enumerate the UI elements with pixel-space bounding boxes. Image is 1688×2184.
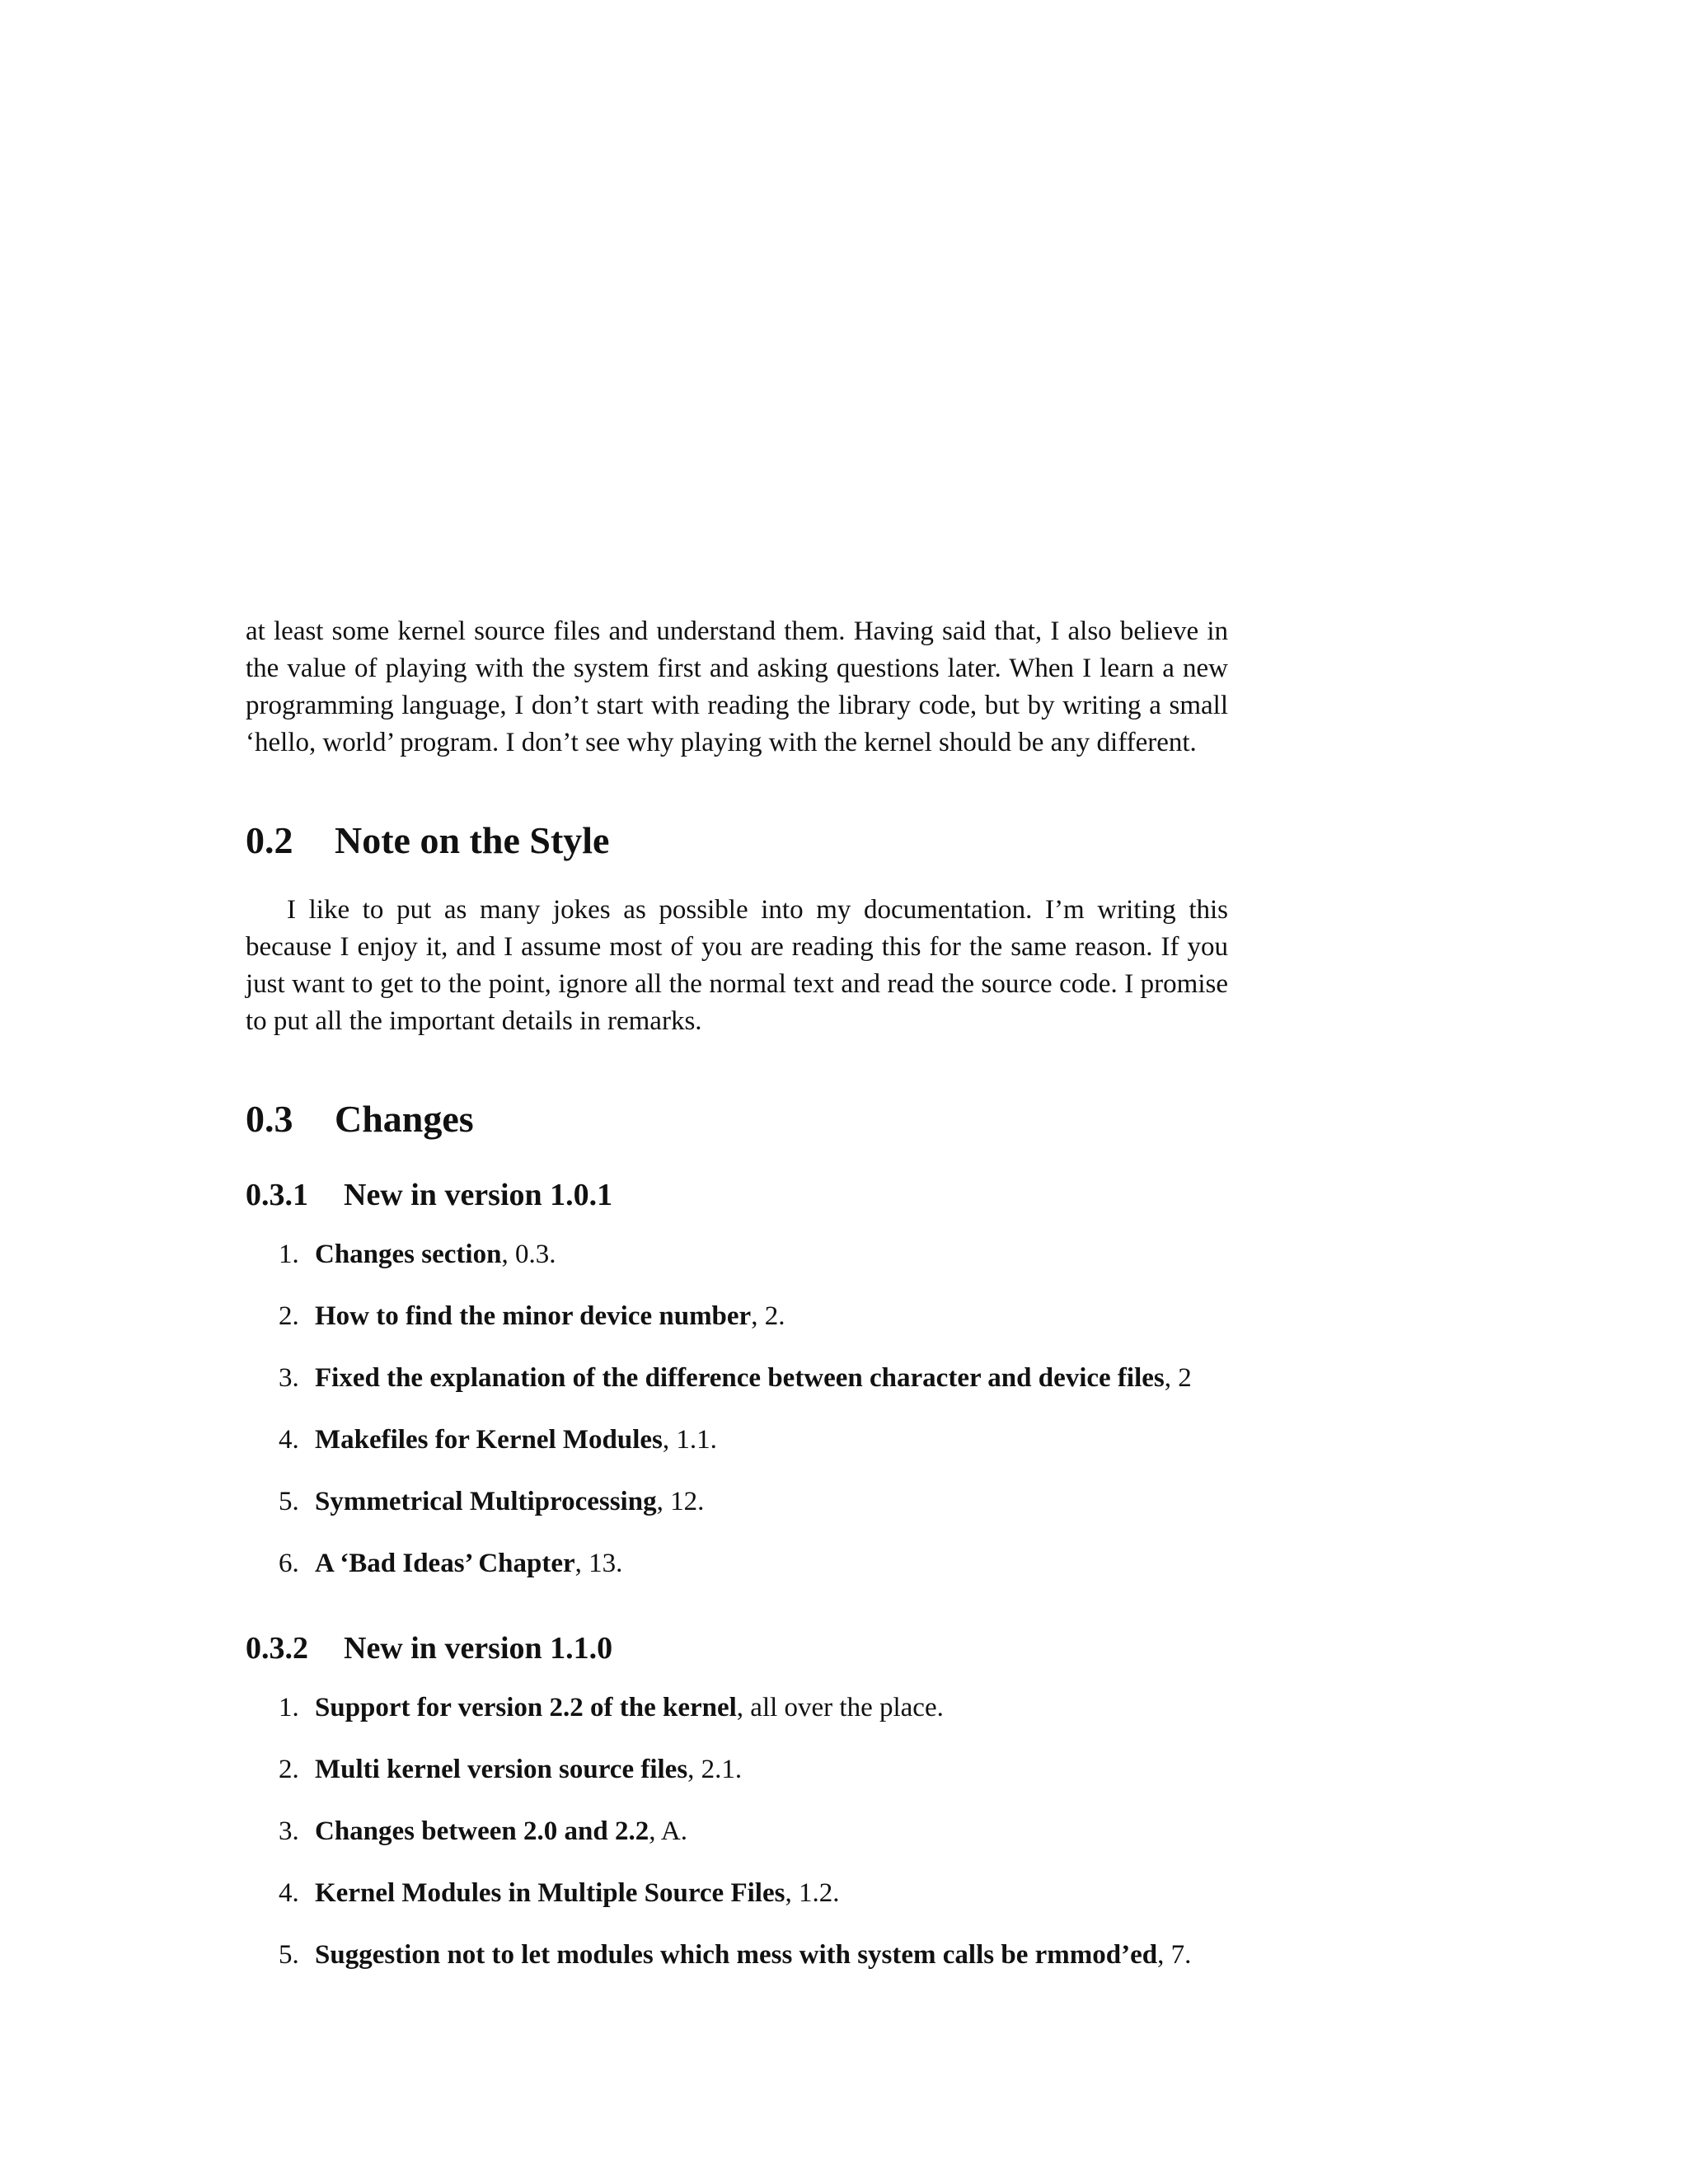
list-item-number: 4. — [279, 1425, 299, 1455]
intro-paragraph: at least some kernel source files and understand them. Having said that, I also believe in the value of playing with the system first and asking questions later. When I learn a new programming language, I don’t start with reading the library code, but by writing a small ‘hello, world’ program. I don’t see why playing with the kernel should be any different. — [246, 616, 1228, 757]
style-paragraph-block — [246, 892, 1228, 1040]
list-item-bold: Fixed the explanation of the difference between character and device files — [315, 1363, 1165, 1393]
list-item-bold: How to find the minor device number — [315, 1301, 752, 1331]
list-item-rest: , 0.3. — [501, 1240, 556, 1269]
list-item — [279, 1298, 785, 1334]
list-item-bold: Symmetrical Multiprocessing — [315, 1487, 657, 1516]
section-title: Note on the Style — [335, 819, 610, 861]
section-number: 0.2 — [246, 819, 293, 861]
list-item-number: 1. — [279, 1693, 299, 1722]
style-paragraph: I like to put as many jokes as possible into my documentation. I’m writing this because I enjoy it, and I assume most of you are reading this for the same reason. If you just want to get to the point, ignore all the normal text and read the source code. I promise to put all the important details in remarks. — [246, 895, 1228, 1036]
list-item-number: 1. — [279, 1240, 299, 1269]
list-item-number: 2. — [279, 1301, 299, 1331]
list-item — [279, 1360, 1192, 1396]
list-item-bold: Multi kernel version source files — [315, 1755, 688, 1784]
section-heading-changes — [246, 1096, 474, 1142]
list-item-bold: Makefiles for Kernel Modules — [315, 1425, 663, 1455]
list-item-rest: , 1.2. — [785, 1878, 840, 1908]
list-item-number: 5. — [279, 1940, 299, 1970]
list-item — [279, 1422, 717, 1458]
list-item — [279, 1236, 556, 1272]
subsection-title: New in version 1.0.1 — [344, 1178, 613, 1212]
list-item — [279, 1483, 704, 1520]
list-item — [279, 1690, 944, 1726]
list-item-number: 3. — [279, 1363, 299, 1393]
list-item-rest: , 12. — [656, 1487, 705, 1516]
list-item-rest: , 2. — [751, 1301, 785, 1331]
list-item-number: 2. — [279, 1755, 299, 1784]
list-item — [279, 1545, 622, 1582]
subsection-number: 0.3.1 — [246, 1178, 308, 1212]
list-item-rest: , 2.1. — [687, 1755, 743, 1784]
section-heading-style — [246, 818, 609, 864]
list-item-rest: , 13. — [574, 1549, 623, 1578]
list-item — [279, 1813, 687, 1849]
list-item-rest: , 1.1. — [662, 1425, 717, 1455]
list-item-rest: , A. — [649, 1816, 687, 1846]
list-item — [279, 1937, 1191, 1973]
list-item — [279, 1875, 839, 1911]
subsection-heading-1-1-0 — [246, 1629, 612, 1668]
list-item-bold: Support for version 2.2 of the kernel — [315, 1693, 737, 1722]
list-item-bold: Changes between 2.0 and 2.2 — [315, 1816, 649, 1846]
list-item-bold: A ‘Bad Ideas’ Chapter — [315, 1549, 575, 1578]
list-item-rest: , all over the place. — [736, 1693, 944, 1722]
list-item-rest: , 2 — [1164, 1363, 1192, 1393]
list-item-number: 6. — [279, 1549, 299, 1578]
subsection-heading-1-0-1 — [246, 1175, 612, 1215]
list-item-bold: Kernel Modules in Multiple Source Files — [315, 1878, 785, 1908]
list-item-number: 3. — [279, 1816, 299, 1846]
subsection-title: New in version 1.1.0 — [344, 1631, 613, 1666]
intro-paragraph-block — [246, 613, 1228, 762]
list-item-number: 4. — [279, 1878, 299, 1908]
list-item-rest: , 7. — [1157, 1940, 1192, 1970]
subsection-number: 0.3.2 — [246, 1631, 308, 1666]
list-item-bold: Suggestion not to let modules which mess with system calls be rmmod’ed — [315, 1940, 1158, 1970]
section-title: Changes — [335, 1098, 474, 1140]
list-item-bold: Changes section — [315, 1240, 502, 1269]
list-item — [279, 1751, 742, 1788]
section-number: 0.3 — [246, 1098, 293, 1140]
list-item-number: 5. — [279, 1487, 299, 1516]
